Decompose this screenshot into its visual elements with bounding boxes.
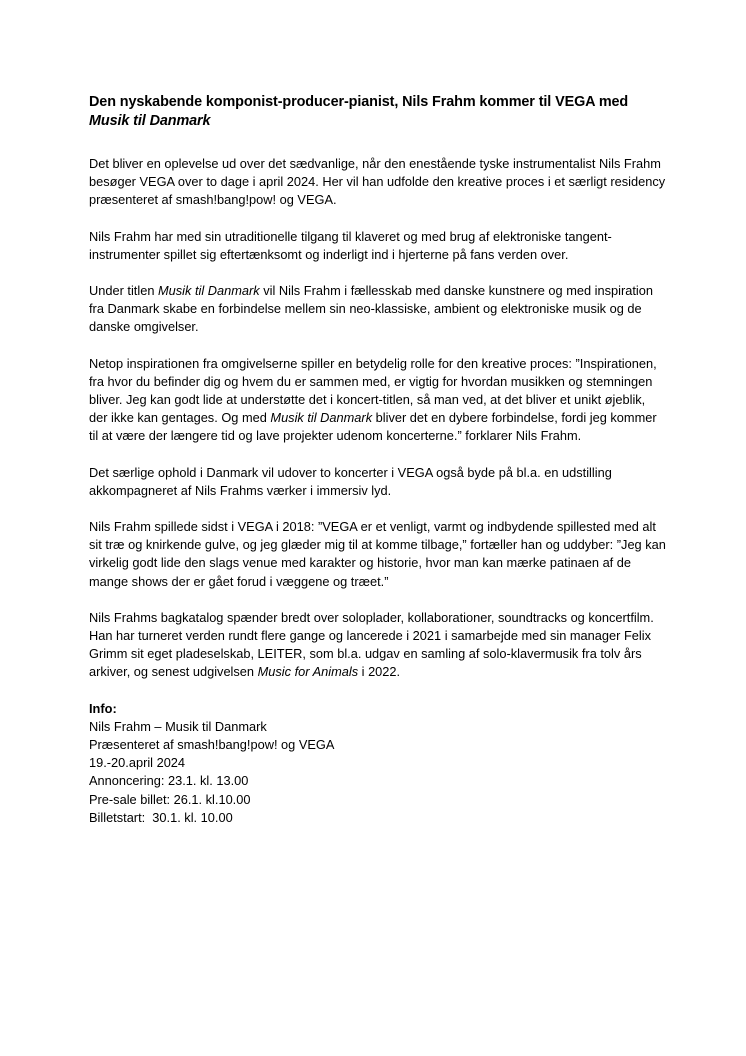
paragraph-text: Under titlen (89, 283, 158, 299)
paragraph-italic-text: Musik til Danmark (158, 283, 260, 299)
title-italic-text: Musik til Danmark (89, 113, 211, 129)
paragraph-musik-til-danmark (89, 282, 666, 337)
paragraph-exhibition: Det særlige ophold i Danmark vil udover to koncerter i VEGA også byde på bl.a. en udstilling akkompagneret af Nils Frahms værker i immersiv lyd. (89, 464, 612, 498)
info-line-ticket-start: Billetstart: 30.1. kl. 10.00 (89, 809, 233, 825)
info-line-dates: 19.-20.april 2024 (89, 755, 186, 771)
info-heading: Info: (89, 700, 117, 716)
paragraph-back-catalogue (89, 609, 666, 682)
paragraph-text: vil Nils Frahm i fællesskab med danske kunstnere og med inspiration fra Danmark skabe en forbindelse mellem sin neo-klassiske, ambient og elektroniske musik og de danske omgivelser. (89, 283, 654, 335)
info-line-event: Nils Frahm – Musik til Danmark (89, 718, 267, 734)
paragraph-text: Nils Frahms bagkatalog spænder bredt over soloplader, kollaborationer, soundtracks og koncertfilm. Han har turneret verden rundt flere gange og lancerede i 2021 i samarbejde med sin manager Felix Grimm sit eget pladeselskab, LEITER, som bl.a. udgav en samling af solo-klavermusik fra tolv års arkiver, og senest udgivelsen (89, 609, 654, 680)
info-line-presale: Pre-sale billet: 26.1. kl.10.00 (89, 791, 251, 807)
paragraph-text: i 2022. (358, 664, 401, 680)
info-block (89, 700, 666, 827)
press-release-title (89, 93, 666, 131)
paragraph-intro: Det bliver en oplevelse ud over det sædvanlige, når den enestående tyske instrumentalist Nils Frahm besøger VEGA over to dage i april 2024. Her vil han udfolde den kreative proces i et særligt residency præsenteret af smash!bang!pow! og VEGA. (89, 156, 666, 208)
paragraph-approach: Nils Frahm har med sin utraditionelle tilgang til klaveret og med brug af elektroniske tangent-instrumenter spillet sig eftertænksomt og inderligt ind i hjerterne på fans verden over. (89, 228, 612, 262)
title-text: Den nyskabende komponist-producer-pianist, Nils Frahm kommer til VEGA med (89, 94, 629, 110)
paragraph-inspiration-quote (89, 355, 666, 446)
paragraph-italic-text: Musik til Danmark (270, 410, 373, 426)
info-line-presenter: Præsenteret af smash!bang!pow! og VEGA (89, 737, 335, 753)
paragraph-text: Netop inspirationen fra omgivelserne spiller en betydelig rolle for den kreative proces: ”Inspirationen, fra hvor du befinder dig og hvem du er sammen med, er vigtig for hvordan musikken og stemningen bliver. Jeg kan godt lide at understøtte det i koncert-titlen, så man ved, at det bliver et unikt øjeblik, der ikke kan gentages. Og med (89, 355, 657, 426)
paragraph-vega-2018-quote: Nils Frahm spillede sidst i VEGA i 2018: ”VEGA er et venligt, varmt og indbydende spillested med alt sit træ og knirkende gulve, og jeg glæder mig til at komme tilbage,” fortæller han og uddyber: ”Jeg kan virkelig godt lide den slags venue med karakter og historie, hvor man kan mærke patinaen af de mange shows der er gået forud i væggene og træet.” (89, 519, 666, 589)
paragraph-text: bliver det en dybere forbindelse, fordi jeg kommer til at være der længere tid og lave projekter udenom koncerterne.” forklarer Nils Frahm. (89, 410, 657, 444)
paragraph-italic-text: Music for Animals (257, 664, 359, 680)
info-line-announcement: Annoncering: 23.1. kl. 13.00 (89, 773, 249, 789)
